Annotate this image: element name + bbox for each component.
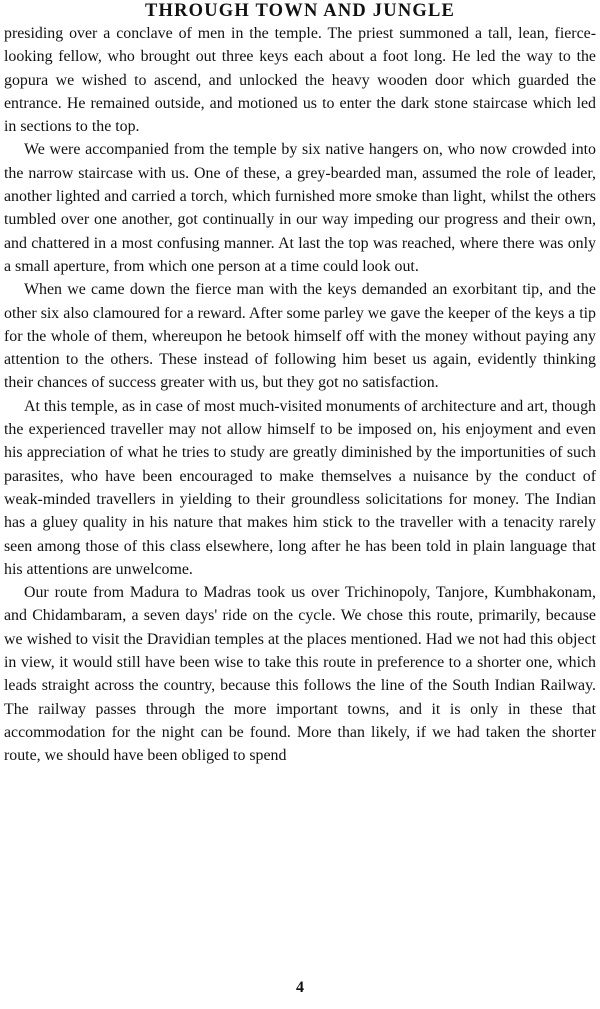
body-text: [4, 22, 596, 768]
paragraph: Our route from Madura to Madras took us over Trichinopoly, Tanjore, Kumbhakonam, and Chidambaram, a seven days' ride on the cycle. We chose this route, primarily, because we wished to visit the Dravidian temples at the places mentioned. Had we not had this object in view, it would still have been wise to take this route in preference to a shorter one, which leads straight across the country, because this follows the line of the South Indian Railway. The railway passes through the more important towns, and it is only in these that accommodation for the night can be found. More than likely, if we had taken the shorter route, we should have been obliged to spend: [4, 584, 596, 765]
page-number: 4: [296, 979, 304, 996]
paragraph: At this temple, as in case of most much-visited monuments of architecture and art, though the experienced traveller may not allow himself to be imposed on, his enjoyment and even his appreciation of what he tries to study are greatly diminished by the importunities of such parasites, who have been encouraged to make themselves a nuisance by the conduct of weak-minded travellers in yielding to their groundless solicitations for money. The Indian has a gluey quality in his nature that makes him stick to the traveller with a tenacity rarely seen among those of this class elsewhere, long after he has been told in plain language that his attentions are unwelcome.: [4, 397, 596, 578]
running-head: THROUGH TOWN AND JUNGLE: [144, 1, 456, 21]
paragraph-continued: presiding over a conclave of men in the temple. The priest summoned a tall, lean, fierce-looking fellow, who brought out three keys each about a foot long. He led the way to the gopura we wished to ascend, and unlocked the heavy wooden door which guarded the entrance. He remained outside, and motioned us to enter the dark stone staircase which led in sections to the top.: [4, 25, 596, 136]
paragraph: We were accompanied from the temple by six native hangers on, who now crowded into the narrow staircase with us. One of these, a grey-bearded man, assumed the role of leader, another lighted and carried a torch, which furnished more smoke than light, whilst the others tumbled over one another, got continually in our way impeding our progress and their own, and chattered in a most confusing manner. At last the top was reached, where there was only a small aperture, from which one person at a time could look out.: [4, 141, 596, 275]
paragraph: When we came down the fierce man with the keys demanded an exorbitant tip, and the other six also clamoured for a reward. After some parley we gave the keeper of the keys a tip for the whole of them, whereupon he betook himself off with the money without paying any attention to the others. These instead of following him beset us again, evidently thinking their chances of success greater with us, but they got no satisfaction.: [4, 281, 596, 392]
